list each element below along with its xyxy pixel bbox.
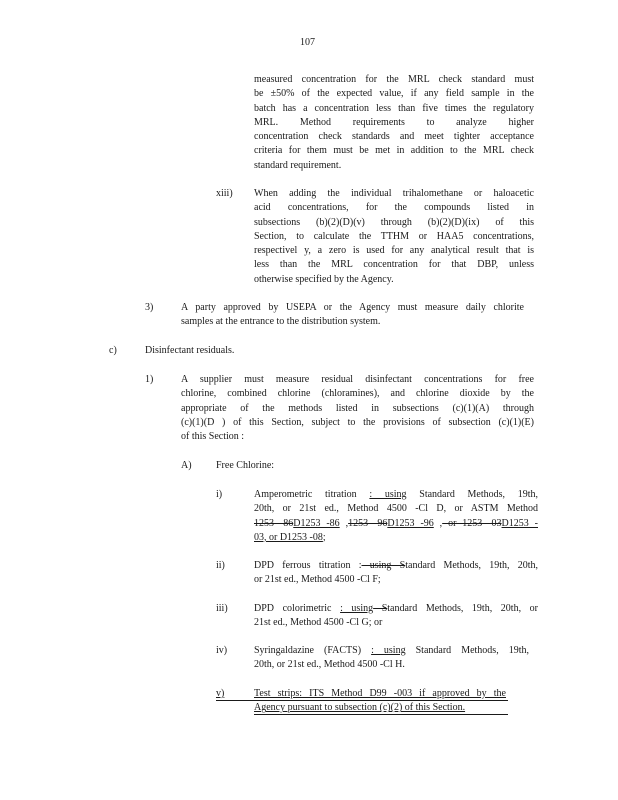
text-line: A party approved by USEPA or the Agency must measure daily chlorite xyxy=(181,302,524,313)
paragraph-c1 xyxy=(181,373,534,444)
text-line: of this Section : xyxy=(181,431,245,443)
deleted-text: S xyxy=(373,603,388,614)
item-number-3: 3) xyxy=(145,302,154,313)
text-line: measured concentration for the MRL check standard must xyxy=(254,74,534,85)
carryover-paragraph xyxy=(254,73,534,173)
text-line xyxy=(254,559,538,573)
section-letter-c: c) xyxy=(109,345,117,356)
deleted-text: or 1253 -03 xyxy=(442,517,502,529)
text-line: respectivel y, a zero is used for any analytical result that is xyxy=(254,245,534,257)
paragraph-iv xyxy=(254,644,529,673)
text-line: When adding the individual trihalomethane or haloacetic xyxy=(254,188,534,199)
text-run: , xyxy=(339,517,349,529)
inserted-text: 03, or D1253 -08 xyxy=(254,531,323,543)
text-line xyxy=(254,531,538,545)
text-line: MRL. Method requirements to analyze higher xyxy=(254,116,534,128)
inserted-text: Agency pursuant to subsection (c)(2) of this Section. xyxy=(254,702,466,714)
text-line xyxy=(254,517,538,531)
text-line xyxy=(254,602,538,616)
paragraph-i xyxy=(254,488,538,545)
text-run: tandard Methods, 19th, 20th, or xyxy=(387,603,539,614)
text-line: samples at the entrance to the distribution system. xyxy=(181,316,381,328)
text-line: be ±50% of the expected value, if any field sample in the xyxy=(254,88,534,100)
text-run: Syringaldazine (FACTS) xyxy=(254,645,362,656)
inserted-text: : using xyxy=(371,645,406,656)
inserted-text: Test strips: ITS Method D99 -003 if approved by the xyxy=(254,688,506,699)
paragraph-v xyxy=(254,687,506,716)
item-number-iv: iv) xyxy=(216,645,228,656)
section-heading-c: Disinfectant residuals. xyxy=(145,345,235,356)
inserted-text: : using xyxy=(340,603,374,614)
item-number-1: 1) xyxy=(145,374,154,385)
inserted-text: D1253 -86 xyxy=(293,517,340,529)
item-number-ii: ii) xyxy=(216,560,225,571)
text-run: Amperometric titration xyxy=(254,489,357,500)
text-line: otherwise specified by the Agency. xyxy=(254,273,394,285)
inserted-text: D1253 -96 xyxy=(387,517,434,529)
text-run: DPD ferrous titration : xyxy=(254,560,362,571)
text-line: 20th, or 21st ed., Method 4500 -Cl H. xyxy=(254,659,405,671)
text-line: concentration check standards and meet tighter acceptance xyxy=(254,131,534,143)
text-line: chlorine, combined chlorine (chloramines), and chlorine dioxide by the xyxy=(181,388,534,400)
item-number-xiii: xiii) xyxy=(216,188,233,199)
text-line: criteria for them must be met in addition to the MRL check xyxy=(254,145,534,157)
text-run: , xyxy=(433,517,443,529)
text-line: batch has a concentration less than five times the regulatory xyxy=(254,102,534,114)
text-run: ; xyxy=(322,531,326,543)
inserted-text: v) xyxy=(216,688,225,699)
text-line xyxy=(254,488,538,502)
text-run: Standard Methods, 19th, xyxy=(415,645,529,656)
item-number-iii: iii) xyxy=(216,603,228,614)
inserted-text: : using xyxy=(369,489,407,500)
inserted-text: D1253 - xyxy=(501,517,538,529)
text-line: (c)(1)(D ) of this Section, subject to the provisions of subsection (c)(1)(E) xyxy=(181,416,534,428)
item-letter-A: A) xyxy=(181,460,192,471)
paragraph-xiii xyxy=(254,187,534,287)
paragraph-ii xyxy=(254,559,538,588)
paragraph-iii xyxy=(254,602,538,631)
deleted-text: using S xyxy=(361,560,406,571)
subheading-free-chlorine: Free Chlorine: xyxy=(216,460,275,471)
text-line: appropriate of the methods listed in subsections (c)(1)(A) through xyxy=(181,402,534,414)
underline-rule xyxy=(216,700,508,701)
text-line: or 21st ed., Method 4500 -Cl F; xyxy=(254,574,381,586)
text-line: acid concentrations, for the compounds listed in xyxy=(254,202,534,214)
text-line: subsections (b)(2)(D)(v) through (b)(2)(D)(ix) of this xyxy=(254,216,534,228)
paragraph-3 xyxy=(181,301,524,330)
text-line: 20th, or 21st ed., Method 4500 -Cl D, or ASTM Method xyxy=(254,503,538,515)
deleted-text: 1253 -96 xyxy=(348,517,388,529)
text-run: DPD colorimetric xyxy=(254,603,332,614)
text-run: tandard Methods, 19th, 20th, xyxy=(405,560,539,571)
text-line: Section, to calculate the TTHM or HAA5 concentrations, xyxy=(254,230,534,242)
underline-rule xyxy=(254,714,508,715)
deleted-text: 1253 -86 xyxy=(254,517,294,529)
text-line xyxy=(254,644,529,658)
item-number-i: i) xyxy=(216,489,223,500)
text-run: Standard Methods, 19th, xyxy=(419,489,539,500)
text-line: less than the MRL concentration for that DBP, unless xyxy=(254,259,534,271)
text-line: standard requirement. xyxy=(254,159,342,171)
text-line: A supplier must measure residual disinfectant concentrations for free xyxy=(181,374,534,385)
text-line: 21st ed., Method 4500 -Cl G; or xyxy=(254,617,383,629)
page-number: 107 xyxy=(300,37,315,48)
